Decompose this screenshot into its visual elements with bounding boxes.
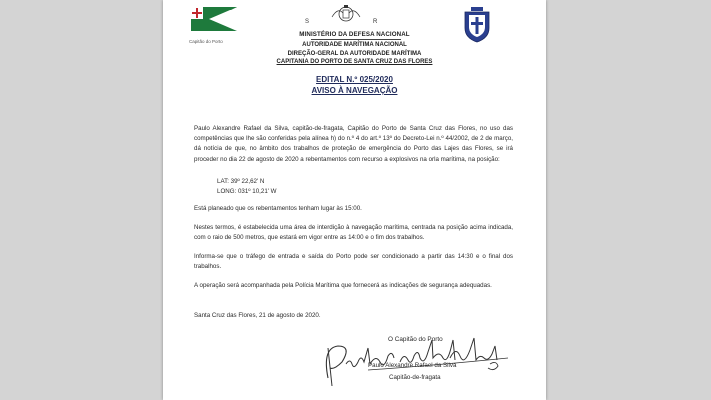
latitude-text: LAT: 39º 22,62' N [217,178,265,185]
sr-letter-right: R [373,19,378,25]
edital-number: EDITAL N.º 025/2020 [316,75,393,84]
police-paragraph: A operação será acompanhada pela Polícia Marítima que fornecerá as indicações de segurança adequadas. [194,282,492,289]
signature-rank: Capitão-de-fragata [389,374,441,381]
notice-title: AVISO À NAVEGAÇÃO [311,86,398,95]
intro-paragraph: Paulo Alexandre Rafael da Silva, capitão-de-fragata, Capitão do Porto de Santa Cruz das Flores, no uso das competências que lhe são conferidas pela alínea h) do n.º 4 do art.º 13º do Decreto-Lei n.º 44/2002, de 2 de março, dá notícia de que, no âmbito dos trabalhos de proteção de emergência do Porto das Lajes das Flores, se irá proceder no dia 22 de agosto de 2020 a rebentamentos com recurso a explosivos na orla marítima, na posição: [194,125,513,163]
maritime-authority-crest-icon [461,6,493,44]
signature-title: O Capitão do Porto [388,336,443,343]
place-date: Santa Cruz das Flores, 21 de agosto de 2020. [194,312,321,319]
flag-caption: Capitão do Porto [189,39,223,44]
signature-name: Paulo Alexandre Rafael da Silva [368,362,457,369]
authority-line-2: DIREÇÃO-GERAL DA AUTORIDADE MARÍTIMA [287,51,422,57]
traffic-paragraph: Informa-se que o tráfego de entrada e saída do Porto pode ser condicionado a partir das 14:30 e o final dos trabalhos. [194,253,513,271]
viewer-background-left [0,0,163,400]
document-page [163,0,546,400]
authority-line-1: AUTORIDADE MARÍTIMA NACIONAL [302,42,407,48]
longitude-text: LONG: 031º 10,21' W [217,188,277,195]
authority-line-3: CAPITANIA DO PORTO DE SANTA CRUZ DAS FLORES [276,59,433,65]
port-captain-flag-icon [191,7,237,31]
schedule-paragraph: Está planeado que os rebentamentos tenham lugar às 15:00. [194,205,362,212]
viewer-background-right [546,0,711,400]
national-emblem-icon [329,5,363,23]
interdiction-paragraph: Nestes termos, é estabelecida uma área de interdição à navegação marítima, centrada na posição acima indicada, com o raio de 500 metros, que estará em vigor entre as 14:00 e o fim dos trabalhos. [194,224,513,242]
ministry-title: MINISTÉRIO DA DEFESA NACIONAL [299,31,410,38]
ministry-divider [311,39,401,40]
sr-letter-left: S [305,19,310,25]
